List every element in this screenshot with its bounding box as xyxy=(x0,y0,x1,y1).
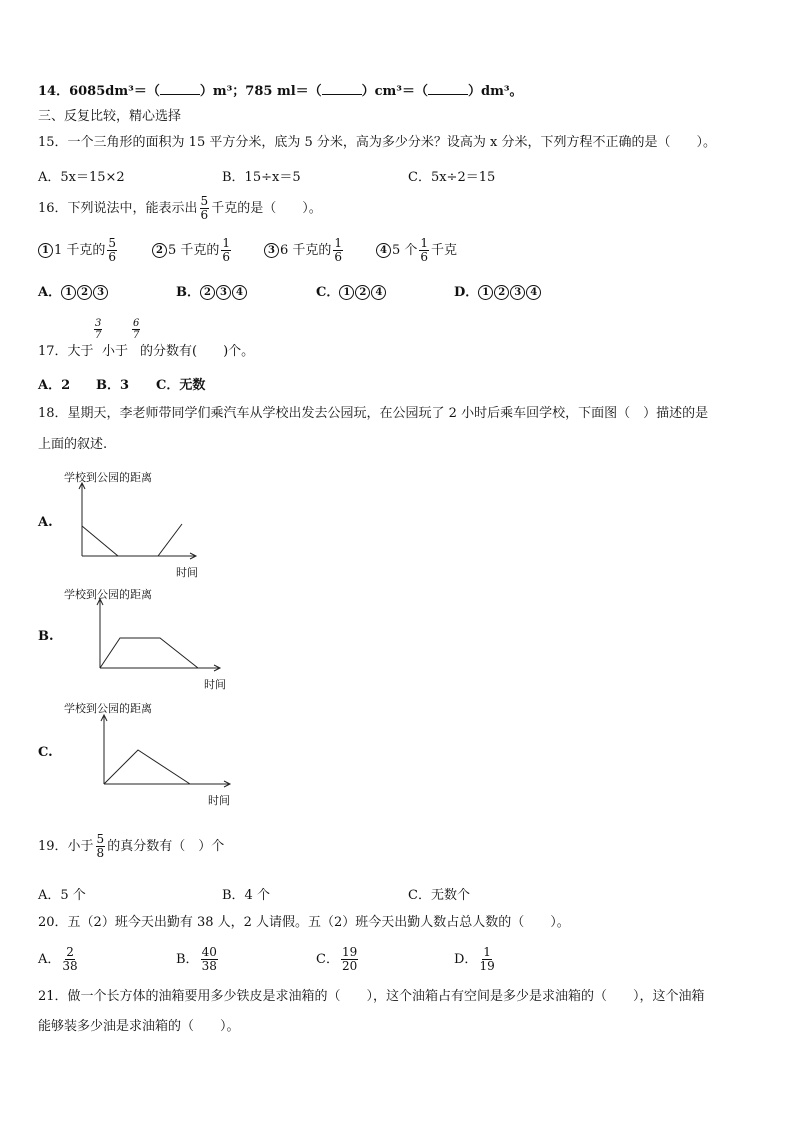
q20-option-c[interactable]: C． $\frac{19}{20}$ xyxy=(316,945,358,973)
q15-option-b[interactable]: B．15÷x＝5 xyxy=(222,170,301,185)
question-18-line1: 18．星期天，李老师带同学们乘汽车从学校出发去公园玩，在公园玩了 2 小时后乘车回学校，下面图（ ）描述的是 xyxy=(38,406,709,421)
q18-option-a[interactable]: A. xyxy=(38,515,53,530)
graph-b-xlabel: 时间 xyxy=(204,678,226,691)
fraction: $\frac{5}{6}$ xyxy=(200,194,209,222)
q17-option-a[interactable]: A．2 xyxy=(38,378,71,393)
graph-a-xlabel: 时间 xyxy=(176,566,198,579)
graph-b-ylabel: 学校到公园的距离 xyxy=(64,588,152,601)
q16-item-2: 2 5 千克的 $\frac{1}{6}$ xyxy=(152,236,233,266)
answer-blank[interactable] xyxy=(428,82,468,95)
q20-option-b[interactable]: B． $\frac{40}{38}$ xyxy=(176,945,217,973)
answer-blank[interactable] xyxy=(160,82,200,95)
q19-option-a[interactable]: A．5 个 xyxy=(38,888,86,903)
q16-option-b[interactable]: B． 2 3 4 xyxy=(176,281,248,300)
q16-item-4: 4 5 个 $\frac{1}{6}$ 千克 xyxy=(376,236,457,266)
section-heading: 三、反复比较，精心选择 xyxy=(38,109,182,124)
q15-option-c[interactable]: C．5x÷2＝15 xyxy=(408,170,496,185)
q16-option-c[interactable]: C． 1 2 4 xyxy=(316,281,387,300)
graph-a-ylabel: 学校到公园的距离 xyxy=(64,471,152,484)
q20-option-d[interactable]: D． $\frac{1}{19}$ xyxy=(454,945,495,973)
q18-option-c[interactable]: C. xyxy=(38,745,53,760)
answer-blank[interactable] xyxy=(322,82,362,95)
q15-option-a[interactable]: A．5x＝15×2 xyxy=(38,170,125,185)
graph-a-line xyxy=(82,524,182,556)
graph-c xyxy=(98,712,238,792)
graph-b-line xyxy=(100,638,198,668)
question-18-line2: 上面的叙述. xyxy=(38,437,108,452)
q20-option-a[interactable]: A． $\frac{2}{38}$ xyxy=(38,945,78,973)
q16-option-d[interactable]: D． 1 2 3 4 xyxy=(454,281,542,300)
question-20-text: 20．五（2）班今天出勤有 38 人，2 人请假。五（2）班今天出勤人数占总人数的（ ）。 xyxy=(38,915,570,930)
question-15-text: 15．一个三角形的面积为 15 平方分米，底为 5 分米，高为多少分米？设高为 x 分米，下列方程不正确的是（ ）。 xyxy=(38,135,716,150)
graph-a xyxy=(74,480,204,564)
q19-option-c[interactable]: C．无数个 xyxy=(408,888,470,903)
question-21-line1: 21．做一个长方体的油箱要用多少铁皮是求油箱的（ ），这个油箱占有空间是多少是求油箱的（ ），这个油箱 xyxy=(38,989,705,1004)
question-19-text: 19．小于 $\frac{5}{8}$ 的真分数有（ ）个 xyxy=(38,832,225,860)
q19-option-b[interactable]: B．4 个 xyxy=(222,888,270,903)
graph-c-xlabel: 时间 xyxy=(208,794,230,807)
question-16-text: 16．下列说法中，能表示出 $\frac{5}{6}$ 千克的是（ ）。 xyxy=(38,194,322,222)
graph-b xyxy=(94,596,226,676)
question-21-line2: 能够装多少油是求油箱的（ ）。 xyxy=(38,1019,240,1034)
q16-item-1: 1 1 千克的 $\frac{5}{6}$ xyxy=(38,236,119,266)
question-14: 14．6085dm³＝（ ）m³；785 ml＝（ ）cm³＝（ ）dm³。 xyxy=(38,84,523,99)
q16-item-3: 3 6 千克的 $\frac{1}{6}$ xyxy=(264,236,345,266)
q16-option-a[interactable]: A． 1 2 3 xyxy=(38,281,109,300)
graph-c-ylabel: 学校到公园的距离 xyxy=(64,702,152,715)
graph-c-line xyxy=(104,750,190,784)
q18-option-b[interactable]: B. xyxy=(38,629,54,644)
q14-number: 14． xyxy=(38,84,70,99)
q17-option-c[interactable]: C．无数 xyxy=(156,378,206,393)
q17-option-b[interactable]: B．3 xyxy=(96,378,130,393)
